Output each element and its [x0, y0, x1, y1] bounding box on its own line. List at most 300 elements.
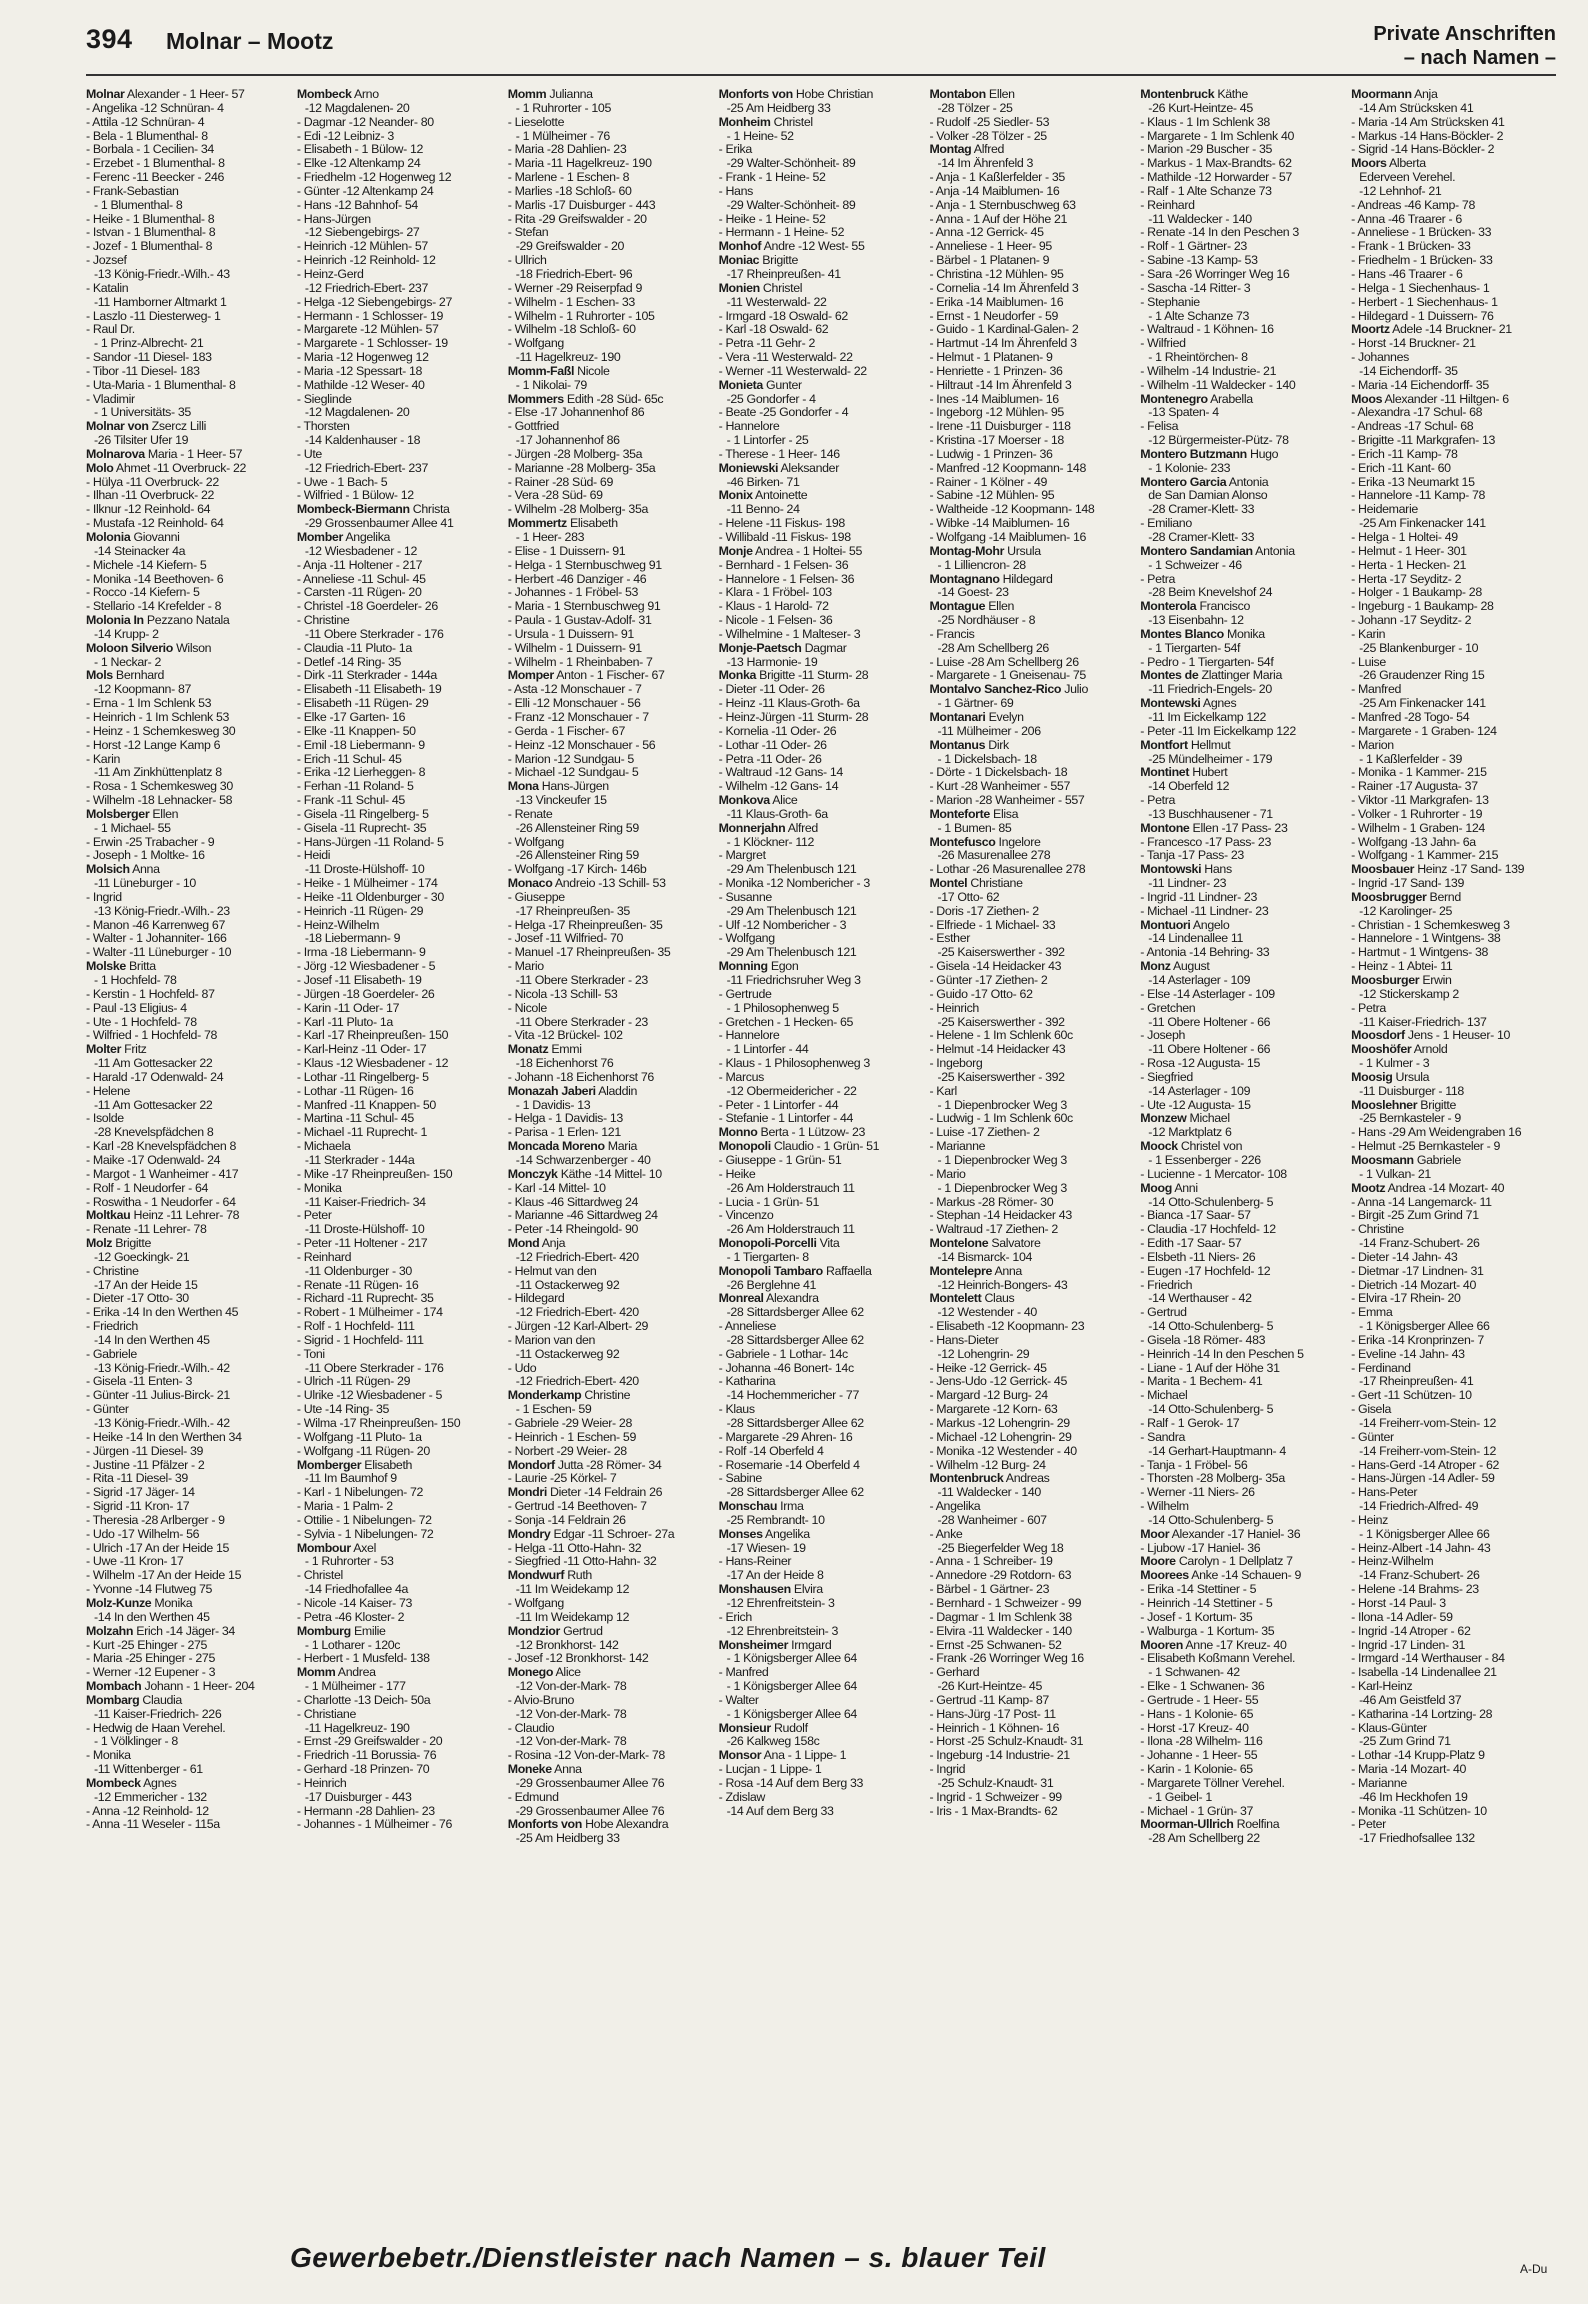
- directory-entry: -11 Friedrichsruher Weg 3: [726, 974, 861, 987]
- directory-entry: -25 Am Heidberg 33: [726, 101, 831, 115]
- directory-column-7: [1351, 88, 1558, 2178]
- directory-entry: - Willibald -11 Fiskus- 198: [718, 531, 851, 544]
- directory-entry: - Mario: [507, 960, 544, 974]
- directory-entry: - 1 Blumenthal- 8: [94, 198, 183, 212]
- directory-entry: - Ines -14 Maiblumen- 16: [929, 392, 1059, 406]
- directory-entry: -12 Ehrenbreitstein- 3: [726, 1624, 839, 1638]
- directory-entry: - Ljubow -17 Haniel- 36: [1140, 1541, 1261, 1555]
- directory-entry: - Elfriede - 1 Michael- 33: [929, 918, 1056, 932]
- directory-entry: Monses Angelika: [718, 1527, 810, 1541]
- directory-entry: - Lothar -11 Oder- 26: [718, 738, 827, 752]
- directory-entry: - Peter -14 Rheingold- 90: [507, 1223, 639, 1237]
- directory-entry: - Erika: [718, 143, 752, 157]
- directory-entry: - Klaus - 1 Harold- 72: [718, 600, 829, 614]
- directory-entry: Montone Ellen -17 Pass- 23: [1140, 821, 1288, 835]
- directory-entry: -14 Auf dem Berg 33: [726, 1804, 834, 1818]
- directory-entry: - Wilhelm -14 Industrie- 21: [1140, 364, 1277, 378]
- directory-entry: -13 Vinckeufer 15: [515, 794, 607, 808]
- directory-entry: -14 Friedrich-Alfred- 49: [1359, 1500, 1479, 1514]
- directory-entry: - Richard -11 Ruprecht- 35: [296, 1292, 434, 1306]
- directory-entry: - Karl-Heinz -11 Oder- 17: [296, 1043, 427, 1057]
- directory-entry: -12 Von-der-Mark- 78: [515, 1680, 627, 1694]
- directory-entry: - Luise -28 Am Schellberg 26: [929, 655, 1079, 669]
- directory-entry: - Hülya -11 Overbruck- 22: [86, 475, 219, 489]
- directory-entry: - Gerda - 1 Fischer- 67: [507, 724, 625, 738]
- directory-entry: - Vera -11 Westerwald- 22: [718, 351, 853, 365]
- directory-entry: - Attila -12 Schnüran- 4: [86, 115, 205, 129]
- directory-entry: -12 Magdalenen- 20: [304, 406, 410, 420]
- directory-entry: Molsich Anna: [86, 863, 160, 877]
- directory-entry: - Hans - 1 Kolonie- 65: [1140, 1707, 1254, 1721]
- directory-entry: - Günter: [1351, 1430, 1394, 1444]
- directory-entry: - 1 Schweizer - 46: [1148, 558, 1242, 572]
- directory-entry: - Christian - 1 Schemkesweg 3: [1351, 918, 1510, 932]
- directory-entry: -46 Im Heckhofen 19: [1359, 1790, 1468, 1804]
- directory-entry: - Sabine -12 Mühlen- 95: [929, 489, 1055, 503]
- directory-entry: - 1 Michael- 55: [94, 821, 171, 835]
- directory-entry: - Heinrich -12 Reinhold- 12: [296, 254, 436, 268]
- directory-entry: - 1 Lilliencron- 28: [937, 558, 1026, 572]
- directory-entry: - Isolde: [86, 1112, 124, 1126]
- directory-entry: - Marianne: [1351, 1776, 1407, 1790]
- directory-entry: - Anna -12 Reinhold- 12: [86, 1804, 209, 1818]
- directory-entry: - Karl-Heinz: [1351, 1680, 1413, 1694]
- directory-entry: Monieta Gunter: [718, 378, 802, 392]
- directory-entry: Monopoli Tambaro Raffaella: [718, 1264, 872, 1278]
- directory-entry: - Helga -12 Siebengebirgs- 27: [296, 295, 453, 309]
- directory-entry: - Heidi: [296, 849, 331, 863]
- directory-entry: Montague Ellen: [929, 600, 1015, 614]
- directory-entry: - Emil -18 Liebermann- 9: [296, 738, 425, 752]
- directory-entry: - Heinz: [1351, 1513, 1388, 1527]
- directory-entry: - Wolfgang -14 Maiblumen- 16: [929, 531, 1087, 544]
- directory-entry: Monje Andrea - 1 Holtei- 55: [718, 544, 863, 558]
- directory-entry: - Monika - 1 Kammer- 215: [1351, 766, 1487, 780]
- directory-entry: Montelepre Anna: [929, 1264, 1022, 1278]
- directory-entry: - Nicole - 1 Felsen- 36: [718, 614, 833, 628]
- directory-entry: - Gabriele -29 Weier- 28: [507, 1417, 632, 1430]
- directory-entry: - Ilknur -12 Reinhold- 64: [86, 503, 211, 517]
- directory-entry: - Dieter -14 Jahn- 43: [1351, 1250, 1458, 1264]
- directory-entry: Monterola Francisco: [1140, 600, 1251, 614]
- directory-entry: - Elisabeth -12 Koopmann- 23: [929, 1320, 1085, 1334]
- directory-entry: Mondri Dieter -14 Feldrain 26: [507, 1486, 663, 1500]
- directory-entry: -26 Kurt-Heintze- 45: [937, 1680, 1043, 1694]
- directory-entry: -13 König-Friedr.-Wilh.- 43: [94, 267, 230, 281]
- directory-entry: - 1 Dickelsbach- 18: [937, 752, 1037, 766]
- directory-entry: -12 Koopmann- 87: [94, 683, 192, 697]
- directory-entry: -25 Bernkasteler - 9: [1359, 1112, 1461, 1126]
- directory-entry: -26 Am Holderstrauch 11: [726, 1181, 855, 1195]
- directory-entry: - Hiltraut -14 Im Ährenfeld 3: [929, 378, 1072, 392]
- directory-entry: - Claudia -17 Hochfeld- 12: [1140, 1223, 1276, 1237]
- directory-entry: - Erika -14 Kronprinzen- 7: [1351, 1333, 1484, 1347]
- directory-entry: - Heinrich -12 Mühlen- 57: [296, 240, 428, 254]
- directory-entry: -26 Kalkweg 158c: [726, 1735, 820, 1749]
- directory-entry: - Luise -17 Ziethen- 2: [929, 1126, 1040, 1140]
- directory-entry: - Anna -11 Weseler - 115a: [86, 1818, 220, 1832]
- directory-entry: - Ingrid -11 Lindner- 23: [1140, 890, 1258, 904]
- directory-entry: -17 Wiesen- 19: [726, 1541, 806, 1555]
- directory-entry: - 1 Ruhrorter - 53: [304, 1555, 394, 1569]
- directory-entry: - Waltraud -17 Ziethen- 2: [929, 1223, 1058, 1237]
- directory-entry: - Henriette - 1 Prinzen- 36: [929, 364, 1063, 378]
- directory-entry: - Frank - 1 Heine- 52: [718, 171, 826, 185]
- directory-entry: - 1 Hochfeld- 78: [94, 974, 177, 987]
- directory-entry: -14 Werthauser - 42: [1148, 1292, 1252, 1306]
- directory-entry: Montero Butzmann Hugo: [1140, 447, 1279, 461]
- directory-entry: - Borbala - 1 Cecilien- 34: [86, 143, 214, 157]
- directory-entry: - Gertrud -11 Kamp- 87: [929, 1693, 1049, 1707]
- directory-entry: - Petra: [1351, 1001, 1386, 1015]
- directory-entry: Mombeck Agnes: [86, 1776, 177, 1790]
- directory-entry: - Ludwig - 1 Im Schlenk 60c: [929, 1112, 1073, 1126]
- directory-entry: - Antonia -14 Behring- 33: [1140, 946, 1270, 960]
- directory-entry: - Renate: [507, 807, 553, 821]
- directory-entry: Momm Andrea: [296, 1666, 376, 1680]
- directory-entry: - Klaus -12 Wiesbadener - 12: [296, 1057, 449, 1071]
- directory-entry: Montinet Hubert: [1140, 766, 1228, 780]
- directory-entry: - Ingrid -17 Linden- 31: [1351, 1638, 1466, 1652]
- directory-entry: -11 Obere Sterkrader - 176: [304, 627, 444, 641]
- directory-entry: - Renate -11 Rügen- 16: [296, 1278, 419, 1292]
- directory-entry: - Udo -17 Wilhelm- 56: [86, 1527, 200, 1541]
- directory-entry: - Erich -11 Kamp- 78: [1351, 447, 1458, 461]
- directory-entry: - Josef -11 Wilfried- 70: [507, 932, 624, 946]
- directory-entry: - Lucienne - 1 Mercator- 108: [1140, 1167, 1287, 1181]
- directory-entry: - Ernst -25 Schwanen- 52: [929, 1638, 1062, 1652]
- directory-entry: - Helene -14 Brahms- 23: [1351, 1583, 1479, 1597]
- directory-entry: - Günter -11 Julius-Birck- 21: [86, 1389, 230, 1403]
- directory-entry: - Alvio-Bruno: [507, 1693, 575, 1707]
- directory-entry: -29 Grossenbaumer Allee 76: [515, 1776, 665, 1790]
- directory-entry: - Maria -12 Hogenweg 12: [296, 351, 429, 365]
- directory-entry: Moorman-Ullrich Roelfina: [1140, 1818, 1280, 1832]
- directory-entry: -13 Spaten- 4: [1148, 406, 1219, 420]
- directory-entry: - Manfred -11 Knappen- 50: [296, 1098, 436, 1112]
- directory-entry: -14 Friedhofallee 4a: [304, 1583, 409, 1597]
- directory-entry: - Frank -26 Worringer Weg 16: [929, 1652, 1084, 1666]
- directory-entry: - Margarete -12 Korn- 63: [929, 1403, 1058, 1417]
- directory-entry: - Dieter -11 Oder- 26: [718, 683, 825, 697]
- directory-entry: - Wilhelm - 1 Graben- 124: [1351, 821, 1485, 835]
- directory-entry: - Klaus -46 Sittardweg 24: [507, 1195, 639, 1209]
- directory-entry: - Karl -17 Rheinpreußen- 150: [296, 1029, 449, 1043]
- directory-entry: - Monika -14 Beethoven- 6: [86, 572, 224, 586]
- directory-entry: -17 Johannenhof 86: [515, 434, 620, 448]
- directory-entry: - Margarete -29 Ahren- 16: [718, 1430, 853, 1444]
- directory-entry: - Marlies -18 Schloß- 60: [507, 184, 632, 198]
- directory-entry: - Wilhelm -28 Molberg- 35a: [507, 503, 649, 517]
- directory-entry: - Siegfried -11 Otto-Hahn- 32: [507, 1555, 657, 1569]
- directory-entry: -12 Wiesbadener - 12: [304, 544, 418, 558]
- directory-entry: - Dieter -17 Otto- 30: [86, 1292, 189, 1306]
- directory-entry: - Ingrid -17 Sand- 139: [1351, 877, 1464, 891]
- directory-entry: - Laurie -25 Körkel- 7: [507, 1472, 617, 1486]
- directory-entry: -13 Eisenbahn- 12: [1148, 614, 1244, 628]
- directory-entry: - Margarete - 1 Im Schlenk 40: [1140, 129, 1295, 143]
- directory-entry: -28 Sittardsberger Allee 62: [726, 1306, 864, 1320]
- directory-entry: - Maria -25 Ehinger - 275: [86, 1652, 215, 1666]
- directory-entry: - Bernhard - 1 Schweizer - 99: [929, 1596, 1082, 1610]
- directory-entry: -28 Am Schellberg 26: [937, 641, 1049, 655]
- directory-entry: Moosbauer Heinz -17 Sand- 139: [1351, 863, 1525, 877]
- directory-entry: Molonia In Pezzano Natala: [86, 614, 230, 628]
- directory-entry: - Maria -14 Eichendorff- 35: [1351, 378, 1489, 392]
- directory-entry: - Heinrich: [929, 1001, 979, 1015]
- directory-column-2: [297, 88, 504, 2178]
- directory-entry: -25 Biegerfelder Weg 18: [937, 1541, 1064, 1555]
- directory-entry: - Rolf - 1 Hochfeld- 111: [296, 1320, 415, 1334]
- directory-entry: - 1 Gärtner- 69: [937, 697, 1014, 711]
- directory-entry: - Francis: [929, 627, 975, 641]
- directory-entry: - Gretchen - 1 Hecken- 65: [718, 1015, 854, 1029]
- directory-entry: - Marion -29 Buscher - 35: [1140, 143, 1273, 157]
- directory-entry: - Istvan - 1 Blumenthal- 8: [86, 226, 216, 240]
- directory-entry: -13 König-Friedr.-Wilh.- 23: [94, 904, 230, 918]
- directory-entry: - Maria - 1 Palm- 2: [296, 1500, 393, 1514]
- directory-entry: - Waltraud - 1 Köhnen- 16: [1140, 323, 1274, 337]
- directory-entry: - Helga - 1 Holtei- 49: [1351, 531, 1458, 544]
- directory-entry: Monczyk Käthe -14 Mittel- 10: [507, 1167, 662, 1181]
- directory-entry: Monsor Ana - 1 Lippe- 1: [718, 1749, 847, 1763]
- directory-entry: - Parisa - 1 Erlen- 121: [507, 1126, 621, 1140]
- directory-entry: - Roswitha - 1 Neudorfer - 64: [86, 1195, 236, 1209]
- directory-entry: - Nicola -13 Schill- 53: [507, 987, 618, 1001]
- directory-entry: - Jürgen -18 Goerdeler- 26: [296, 987, 435, 1001]
- directory-entry: - Peter -11 Holtener - 217: [296, 1237, 428, 1251]
- directory-entry: - Wilfried: [1140, 337, 1186, 351]
- directory-entry: -26 Berglehne 41: [726, 1278, 817, 1292]
- directory-entry: -14 Otto-Schulenberg- 5: [1148, 1320, 1274, 1334]
- directory-entry: - Angelika -12 Schnüran- 4: [86, 101, 224, 115]
- directory-entry: - Ingrid -14 Atroper - 62: [1351, 1624, 1471, 1638]
- directory-entry: - Ute: [296, 447, 322, 461]
- directory-entry: -29 Am Thelenbusch 121: [726, 863, 857, 877]
- directory-entry: -46 Am Geistfeld 37: [1359, 1693, 1462, 1707]
- directory-entry: - Hans-Peter: [1351, 1486, 1418, 1500]
- directory-entry: - Anna -14 Langemarck- 11: [1351, 1195, 1492, 1209]
- directory-entry: Monning Egon: [718, 960, 799, 974]
- directory-entry: de San Damian Alonso: [1148, 489, 1268, 503]
- directory-entry: -26 Tilsiter Ufer 19: [94, 434, 189, 448]
- directory-entry: - Wolfgang: [507, 835, 564, 849]
- directory-entry: - Guido - 1 Kardinal-Galen- 2: [929, 323, 1079, 337]
- directory-entry: - Anneliese: [718, 1320, 777, 1334]
- directory-entry: - Helga -17 Rheinpreußen- 35: [507, 918, 663, 932]
- directory-entry: -25 Kaiserswerther - 392: [937, 946, 1065, 960]
- directory-entry: - Heinz-Gerd: [296, 267, 364, 281]
- directory-entry: Molzahn Erich -14 Jäger- 34: [86, 1624, 235, 1638]
- directory-entry: - Waltraud -12 Gans- 14: [718, 766, 843, 780]
- directory-entry: - Friedrich -11 Borussia- 76: [296, 1749, 437, 1763]
- directory-entry: - Ferenc -11 Beecker - 246: [86, 171, 225, 185]
- directory-entry: Montero Sandamian Antonia: [1140, 544, 1295, 558]
- directory-entry: - Anja - 1 Kaßlerfelder - 35: [929, 171, 1065, 185]
- directory-entry: - Ute -12 Augusta- 15: [1140, 1098, 1251, 1112]
- directory-entry: - Manon -46 Karrenweg 67: [86, 918, 225, 932]
- directory-entry: -11 Lüneburger - 10: [94, 877, 196, 891]
- directory-entry: -26 Kurt-Heintze- 45: [1148, 101, 1253, 115]
- directory-entry: -12 Heinrich-Bongers- 43: [937, 1278, 1068, 1292]
- directory-entry: Monreal Alexandra: [718, 1292, 819, 1306]
- directory-entry: - Sonja -14 Feldrain 26: [507, 1513, 626, 1527]
- directory-entry: Moos Alexander -11 Hiltgen- 6: [1351, 392, 1509, 406]
- directory-entry: - Karl -18 Oswald- 62: [718, 323, 829, 337]
- directory-entry: - Monika: [296, 1181, 342, 1195]
- directory-entry: -11 Am Gottesacker 22: [94, 1057, 213, 1071]
- directory-entry: - Kristina -17 Moerser - 18: [929, 434, 1064, 448]
- directory-entry: - Marcus: [718, 1070, 764, 1084]
- directory-entry: -14 Otto-Schulenberg- 5: [1148, 1513, 1274, 1527]
- directory-entry: - Wolfgang - 1 Kammer- 215: [1351, 849, 1499, 863]
- directory-entry: - Sabine: [718, 1472, 762, 1486]
- directory-entry: - Laszlo -11 Diesterweg- 1: [86, 309, 221, 323]
- directory-entry: - Hans-Jürgen -11 Roland- 5: [296, 835, 444, 849]
- directory-entry: -25 Kaiserswerther - 392: [937, 1070, 1065, 1084]
- directory-entry: - Volker -28 Tölzer - 25: [929, 129, 1047, 143]
- directory-entry: - Klaus-Günter: [1351, 1721, 1427, 1735]
- directory-entry: - Anke: [929, 1527, 963, 1541]
- directory-entry: - Ingeborg -12 Mühlen- 95: [929, 406, 1064, 420]
- directory-entry: - Gisela -11 Ruprecht- 35: [296, 821, 427, 835]
- directory-entry: Monego Alice: [507, 1666, 581, 1680]
- directory-entry: - Nicole: [507, 1001, 547, 1015]
- directory-entry: - Werner -11 Niers- 26: [1140, 1486, 1255, 1500]
- directory-entry: Monno Berta - 1 Lützow- 23: [718, 1126, 866, 1140]
- directory-entry: - Elke - 1 Schwanen- 36: [1140, 1680, 1265, 1694]
- directory-entry: - Giuseppe - 1 Grün- 51: [718, 1153, 842, 1167]
- directory-entry: Monderkamp Christine: [507, 1389, 631, 1403]
- directory-entry: - Heinz -11 Klaus-Groth- 6a: [718, 697, 860, 711]
- directory-entry: - Kornelia -11 Oder- 26: [718, 724, 837, 738]
- directory-entry: - Lothar -11 Rügen- 16: [296, 1084, 414, 1098]
- directory-entry: - Claudio: [507, 1721, 555, 1735]
- directory-entry: -11 Sterkrader - 144a: [304, 1153, 415, 1167]
- directory-entry: - Ilona -14 Adler- 59: [1351, 1610, 1453, 1624]
- directory-entry: Moloon Silverio Wilson: [86, 641, 212, 655]
- directory-entry: - Wibke -14 Maiblumen- 16: [929, 517, 1070, 531]
- directory-entry: - Ulf -12 Nombericher - 3: [718, 918, 847, 932]
- directory-entry: - Thorsten -28 Molberg- 35a: [1140, 1472, 1285, 1486]
- section-title-line1: Private Anschriften: [1373, 23, 1556, 45]
- directory-entry: Montanus Dirk: [929, 738, 1009, 752]
- directory-entry: -28 Am Schellberg 22: [1148, 1832, 1260, 1846]
- directory-entry: -11 Hagelkreuz- 190: [304, 1721, 410, 1735]
- directory-entry: - Stefan: [507, 226, 549, 240]
- directory-entry: - Karl -14 Mittel- 10: [507, 1181, 606, 1195]
- directory-entry: - Ingeburg -14 Industrie- 21: [929, 1749, 1070, 1763]
- directory-entry: - Hans-Reiner: [718, 1555, 792, 1569]
- directory-entry: - 1 Nikolai- 79: [515, 378, 587, 392]
- directory-entry: - Karin: [1351, 627, 1386, 641]
- directory-entry: -14 Freiherr-vom-Stein- 12: [1359, 1417, 1497, 1430]
- page-number: 394: [86, 24, 133, 54]
- directory-entry: - Herbert -46 Danziger - 46: [507, 572, 647, 586]
- directory-entry: Montagnano Hildegard: [929, 572, 1053, 586]
- directory-entry: - Elke -12 Altenkamp 24: [296, 157, 421, 171]
- directory-entry: - Wilhelmine - 1 Malteser- 3: [718, 627, 861, 641]
- directory-entry: Molnarova Maria - 1 Heer- 57: [86, 447, 243, 461]
- directory-entry: - Ingrid: [929, 1763, 966, 1777]
- directory-entry: - Michele -14 Kiefern- 5: [86, 558, 207, 572]
- directory-entry: -12 Bronkhorst- 142: [515, 1638, 619, 1652]
- directory-entry: - Irmgard -18 Oswald- 62: [718, 309, 848, 323]
- directory-entry: - Helene - 1 Im Schlenk 60c: [929, 1029, 1073, 1043]
- directory-entry: Montenegro Arabella: [1140, 392, 1253, 406]
- directory-entry: -11 Wittenberger - 61: [94, 1763, 203, 1777]
- directory-entry: - Annedore -29 Rotdorn- 63: [929, 1569, 1072, 1583]
- directory-entry: - Lothar -14 Krupp-Platz 9: [1351, 1749, 1485, 1763]
- directory-entry: - Peter: [1351, 1818, 1386, 1832]
- directory-entry: Montero Garcia Antonia: [1140, 475, 1269, 489]
- directory-entry: - Luise: [1351, 655, 1386, 669]
- directory-entry: - Gabriele: [86, 1347, 137, 1361]
- directory-entry: - Manfred: [718, 1666, 769, 1680]
- directory-entry: - Johanne - 1 Heer- 55: [1140, 1749, 1258, 1763]
- directory-entry: - Heike -11 Oldenburger - 30: [296, 890, 444, 904]
- directory-entry: - Ingrid: [86, 890, 122, 904]
- directory-entry: - Gabriele - 1 Lothar- 14c: [718, 1347, 848, 1361]
- directory-entry: - Elvira -17 Rhein- 20: [1351, 1292, 1461, 1306]
- directory-entry: - Horst -25 Schulz-Knaudt- 31: [929, 1735, 1084, 1749]
- directory-entry: - Mathilde -12 Weser- 40: [296, 378, 425, 392]
- directory-entry: - Norbert -29 Weier- 28: [507, 1444, 627, 1458]
- directory-entry: - Margarete -12 Mühlen- 57: [296, 323, 439, 337]
- directory-entry: - Pedro - 1 Tiergarten- 54f: [1140, 655, 1274, 669]
- directory-entry: - Wolfgang -11 Rügen- 20: [296, 1444, 430, 1458]
- directory-entry: - Karl - 1 Nibelungen- 72: [296, 1486, 424, 1500]
- directory-entry: - Gertrud -14 Beethoven- 7: [507, 1500, 647, 1514]
- directory-entry: - Liane - 1 Auf der Höhe 31: [1140, 1361, 1280, 1375]
- directory-entry: - Heinz - 1 Abtei- 11: [1351, 960, 1453, 974]
- directory-entry: -12 Obermeidericher - 22: [726, 1084, 857, 1098]
- directory-entry: -25 Blankenburger - 10: [1359, 641, 1479, 655]
- directory-entry: -11 Duisburger - 118: [1359, 1084, 1464, 1098]
- directory-entry: - Dietmar -17 Lindnen- 31: [1351, 1264, 1484, 1278]
- directory-entry: -14 Franz-Schubert- 26: [1359, 1569, 1480, 1583]
- directory-entry: -11 Droste-Hülshoff- 10: [304, 1223, 425, 1237]
- directory-entry: - Johann -17 Seyditz- 2: [1351, 614, 1472, 628]
- directory-entry: -12 Friedrich-Ebert- 420: [515, 1375, 639, 1389]
- directory-entry: -11 Mülheimer - 206: [937, 724, 1041, 738]
- directory-entry: Moniewski Aleksander: [718, 461, 839, 475]
- directory-entry: - Helmut -25 Bernkasteler - 9: [1351, 1140, 1501, 1154]
- directory-entry: - Ilhan -11 Overbruck- 22: [86, 489, 215, 503]
- directory-entry: -11 Im Weidekamp 12: [515, 1610, 630, 1624]
- directory-entry: - Rolf - 1 Gärtner- 23: [1140, 240, 1247, 254]
- directory-entry: -11 Obere Sterkrader - 23: [515, 974, 648, 987]
- directory-entry: - Franz -12 Monschauer - 7: [507, 710, 649, 724]
- directory-entry: Molnar Alexander - 1 Heer- 57: [86, 88, 245, 101]
- directory-entry: - Erika -13 Neumarkt 15: [1351, 475, 1475, 489]
- directory-entry: - Rocco -14 Kiefern- 5: [86, 586, 200, 600]
- directory-entry: -11 Benno- 24: [726, 503, 800, 517]
- directory-entry: - 1 Alte Schanze 73: [1148, 309, 1250, 323]
- directory-entry: Momber Angelika: [296, 531, 391, 544]
- directory-entry: - Heike - 1 Heine- 52: [718, 212, 826, 226]
- directory-entry: - Rolf -14 Oberfeld 4: [718, 1444, 824, 1458]
- directory-entry: - Horst -14 Paul- 3: [1351, 1596, 1446, 1610]
- directory-entry: Mombarg Claudia: [86, 1693, 182, 1707]
- directory-entry: -25 Zum Grind 71: [1359, 1735, 1451, 1749]
- directory-entry: - Andreas -46 Kamp- 78: [1351, 198, 1476, 212]
- directory-entry: - Herbert - 1 Musfeld- 138: [296, 1652, 430, 1666]
- directory-entry: - Vera -28 Süd- 69: [507, 489, 603, 503]
- directory-entry: - Mathilde -12 Horwarder - 57: [1140, 171, 1292, 185]
- directory-entry: - Ulrich -17 An der Heide 15: [86, 1541, 230, 1555]
- directory-entry: - Margard -12 Burg- 24: [929, 1389, 1048, 1403]
